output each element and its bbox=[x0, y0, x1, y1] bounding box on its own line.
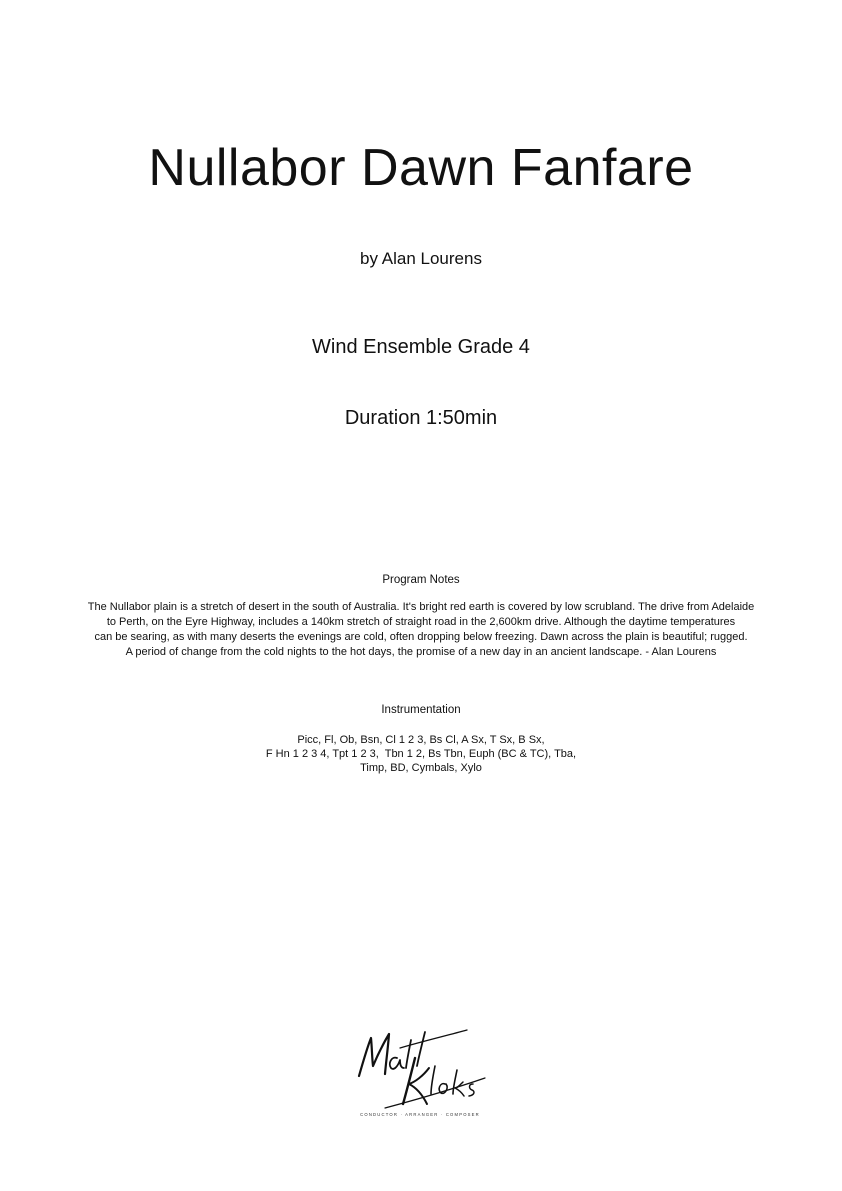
instrumentation-line: Picc, Fl, Ob, Bsn, Cl 1 2 3, Bs Cl, A Sx, T Sx, B Sx, bbox=[297, 734, 545, 746]
program-notes-line: The Nullabor plain is a stretch of desert in the south of Australia. It's bright red earth is covered by low scrubland. The drive from Adelaide bbox=[87, 601, 755, 613]
instrumentation-list bbox=[0, 733, 842, 775]
score-title: Nullabor Dawn Fanfare bbox=[148, 139, 694, 197]
program-notes-line: A period of change from the cold nights to the hot days, the promise of a new day in an ancient landscape. - Alan Lourens bbox=[125, 646, 717, 658]
instrumentation-heading: Instrumentation bbox=[381, 704, 461, 716]
program-notes-line: can be searing, as with many deserts the evenings are cold, often dropping below freezing. Dawn across the plain is beautiful; rugged. bbox=[94, 631, 748, 643]
duration: Duration 1:50min bbox=[344, 407, 498, 429]
instrumentation-line: Timp, BD, Cymbals, Xylo bbox=[360, 762, 482, 774]
ensemble-grade: Wind Ensemble Grade 4 bbox=[312, 336, 530, 358]
composer-byline: by Alan Lourens bbox=[360, 249, 482, 268]
matt-kloks-signature-logo bbox=[345, 1018, 495, 1118]
logo-tagline: CONDUCTOR · ARRANGER · COMPOSER bbox=[360, 1112, 480, 1117]
program-notes-line: to Perth, on the Eyre Highway, includes a 140km stretch of straight road in the 2,600km drive. Although the daytime temperatures bbox=[106, 616, 736, 628]
program-notes-heading: Program Notes bbox=[382, 574, 460, 586]
program-notes-text bbox=[40, 600, 802, 660]
instrumentation-line: F Hn 1 2 3 4, Tpt 1 2 3, Tbn 1 2, Bs Tbn, Euph (BC & TC), Tba, bbox=[265, 748, 577, 760]
